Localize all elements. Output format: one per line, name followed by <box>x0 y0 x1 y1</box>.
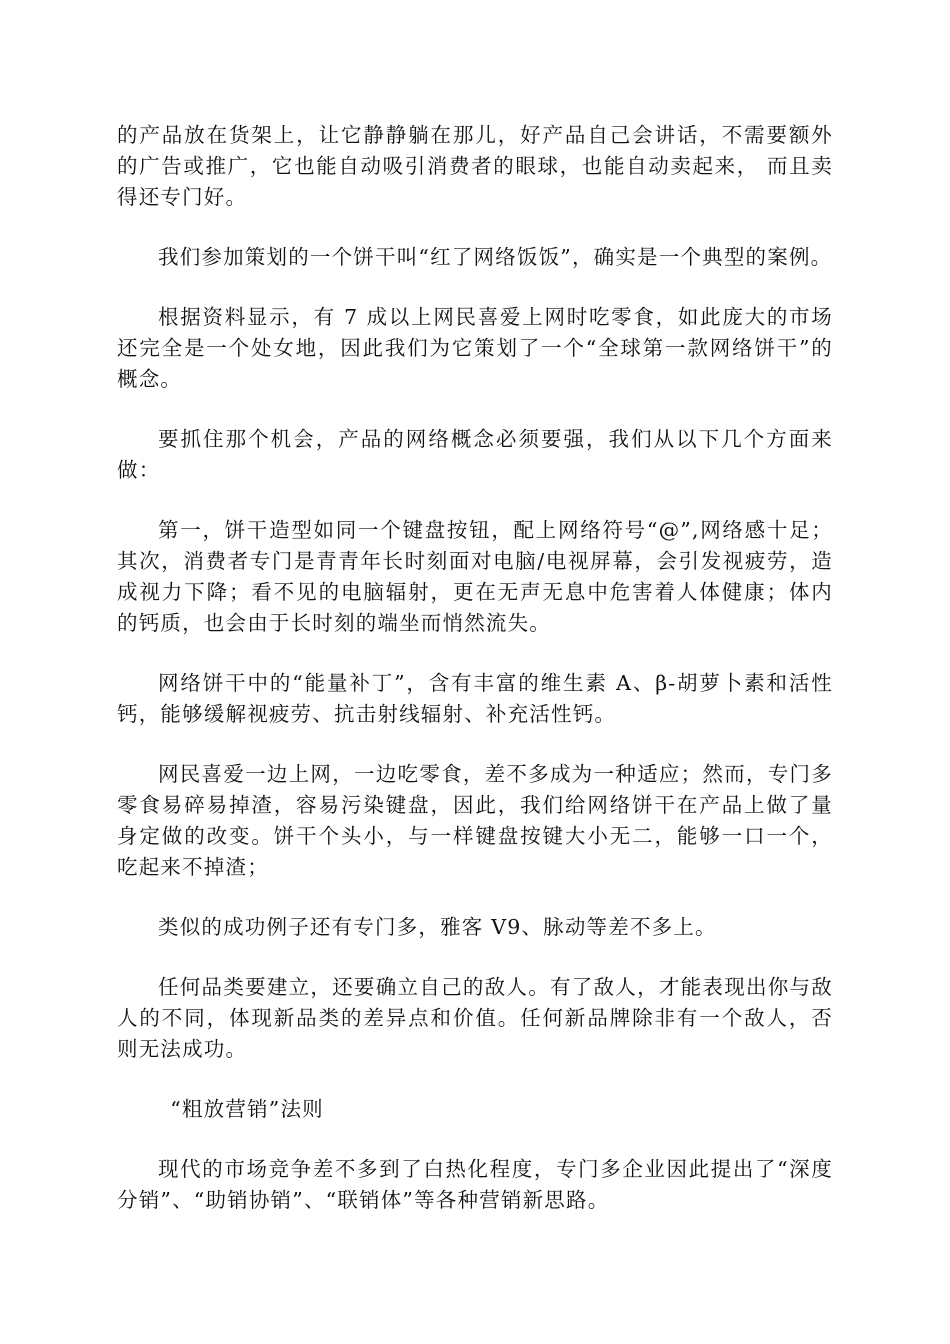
paragraph-first-point: 第一，饼干造型如同一个键盘按钮，配上网络符号“@”,网络感十足；其次，消费者专门是青青年长时刻面对电脑/电视屏幕，会引发视疲劳，造成视力下降；看不见的电脑辐射，更在无声无息中危害着人体健康；体内的钙质，也会由于长时刻的端坐而悄然流失。 <box>117 518 833 635</box>
paragraph-continuation: 的产品放在货架上，让它静静躺在那儿，好产品自己会讲话，不需要额外的广告或推广，它也能自动吸引消费者的眼球，也能自动卖起来， 而且卖得还专门好。 <box>117 123 833 209</box>
document-page <box>117 120 833 1245</box>
paragraph-snacking-habit: 网民喜爱一边上网，一边吃零食，差不多成为一种适应；然而，专门多零食易碎易掉渣，容易污染键盘，因此，我们给网络饼干在产品上做了量身定做的改变。饼干个头小，与一样键盘按键大小无二，能够一口一个，吃起来不掉渣； <box>117 762 833 879</box>
paragraph-market-data: 根据资料显示，有 7 成以上网民喜爱上网时吃零食，如此庞大的市场还完全是一个处女地，因此我们为它策划了一个“全球第一款网络饼干”的概念。 <box>117 305 833 391</box>
paragraph-similar-examples: 类似的成功例子还有专门多，雅客 V9、脉动等差不多上。 <box>158 915 717 939</box>
paragraph-energy-patch: 网络饼干中的“能量补丁”，含有丰富的维生素 A、β-胡萝卜素和活性钙，能够缓解视疲劳、抗击射线辐射、补充活性钙。 <box>117 671 833 726</box>
paragraph-closing: 现代的市场竞争差不多到了白热化程度，专门多企业因此提出了“深度分销”、“助销协销”、“联销体”等各种营销新思路。 <box>117 1157 833 1212</box>
paragraph-approach: 要抓住那个机会，产品的网络概念必须要强，我们从以下几个方面来做： <box>117 427 833 482</box>
paragraph-case-intro: 我们参加策划的一个饼干叫“红了网络饭饭”，确实是一个典型的案例。 <box>158 245 833 269</box>
section-heading: “粗放营销”法则 <box>170 1097 324 1121</box>
paragraph-enemy: 任何品类要建立，还要确立自己的敌人。有了敌人，才能表现出你与敌人的不同，体现新品类的差异点和价值。任何新品牌除非有一个敌人，否则无法成功。 <box>117 975 833 1061</box>
